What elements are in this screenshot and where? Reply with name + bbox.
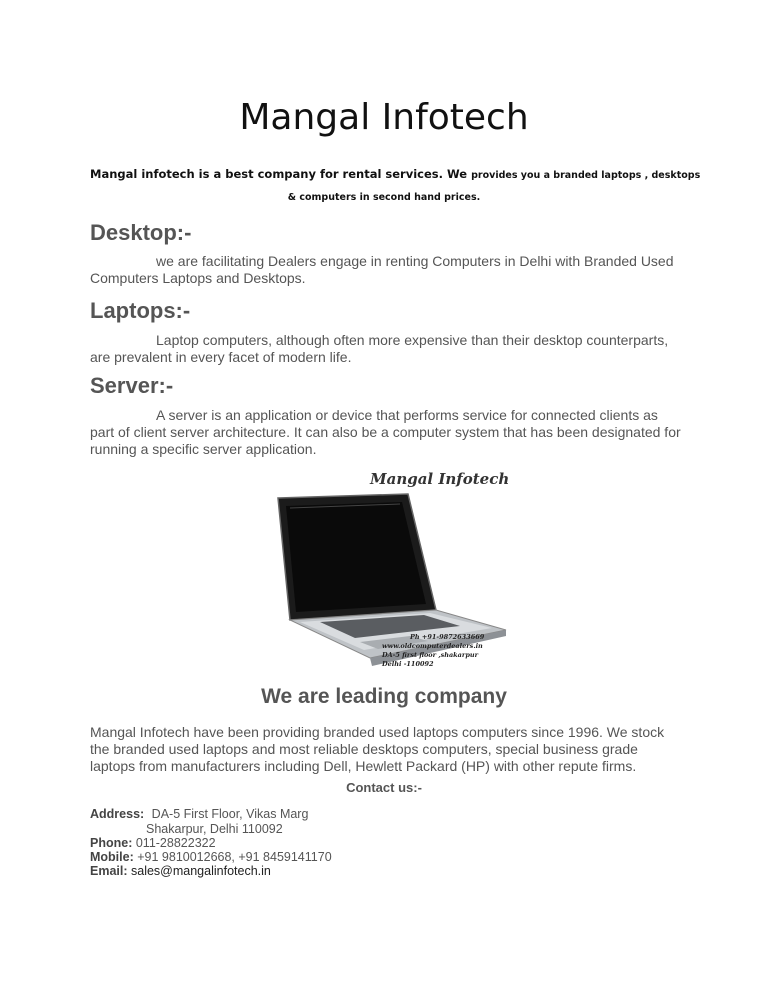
email-value[interactable]: sales@mangalinfotech.in: [131, 864, 271, 878]
intro-line-1: [90, 167, 701, 181]
section-text-desktop: [90, 253, 690, 287]
address-line-2: Shakarpur, Delhi 110092: [146, 822, 283, 836]
image-phone: Ph +91-9872633669: [410, 633, 485, 641]
server-line-3: running a specific server application.: [90, 441, 317, 457]
email-label: Email:: [90, 864, 128, 878]
image-brand: Mangal Infotech: [370, 470, 510, 488]
phone-row: [90, 836, 216, 851]
laptops-line-2: are prevalent in every facet of modern life.: [90, 349, 352, 365]
mobile-row: [90, 850, 332, 865]
laptop-image: [260, 460, 510, 684]
leading-company-heading: We are leading company: [261, 685, 507, 708]
image-address-2: Delhi -110092: [382, 660, 434, 668]
mobile-value: +91 9810012668, +91 8459141170: [137, 850, 332, 864]
phone-value: 011-28822322: [135, 836, 216, 850]
mobile-label: Mobile:: [90, 850, 134, 864]
intro-line-2: & computers in second hand prices.: [287, 192, 481, 203]
section-heading-server: Server:-: [90, 373, 174, 398]
section-heading-desktop: Desktop:-: [90, 220, 192, 245]
company-description: [90, 724, 690, 775]
description-line-2: the branded used laptops and most reliable desktops computers, special business grade: [90, 741, 638, 757]
description-line-1: Mangal Infotech have been providing branded used laptops computers since 1996. We stock: [90, 724, 665, 740]
section-text-server: [90, 407, 690, 458]
phone-label: Phone:: [90, 836, 133, 850]
server-line-2: part of client server architecture. It can also be a computer system that has been designated for: [90, 424, 681, 440]
intro-part-2: provides you a branded laptops , desktops: [471, 170, 701, 181]
description-line-3: laptops from manufacturers including Dell, Hewlett Packard (HP) with other repute firms.: [90, 758, 637, 774]
address-line-1: DA-5 First Floor, Vikas Marg: [151, 807, 309, 821]
desktop-line-2: Computers Laptops and Desktops.: [90, 270, 306, 286]
image-web: www.oldcomputerdealers.in: [382, 642, 483, 650]
intro-part-1: Mangal infotech is a best company for rental services. We: [90, 167, 468, 181]
image-address-1: DA-5 first floor ,shakarpur: [382, 651, 479, 659]
server-line-1: A server is an application or device that performs service for connected clients as: [156, 407, 658, 423]
desktop-line-1: we are facilitating Dealers engage in renting Computers in Delhi with Branded Used: [156, 253, 674, 269]
document-title: Mangal Infotech: [239, 97, 529, 138]
section-heading-laptops: Laptops:-: [90, 298, 191, 323]
laptops-line-1: Laptop computers, although often more expensive than their desktop counterparts,: [156, 332, 669, 348]
address-row: [90, 807, 308, 822]
address-label: Address:: [90, 807, 145, 821]
email-row: [90, 864, 271, 879]
section-text-laptops: [90, 332, 690, 366]
contact-heading: Contact us:-: [346, 780, 422, 795]
